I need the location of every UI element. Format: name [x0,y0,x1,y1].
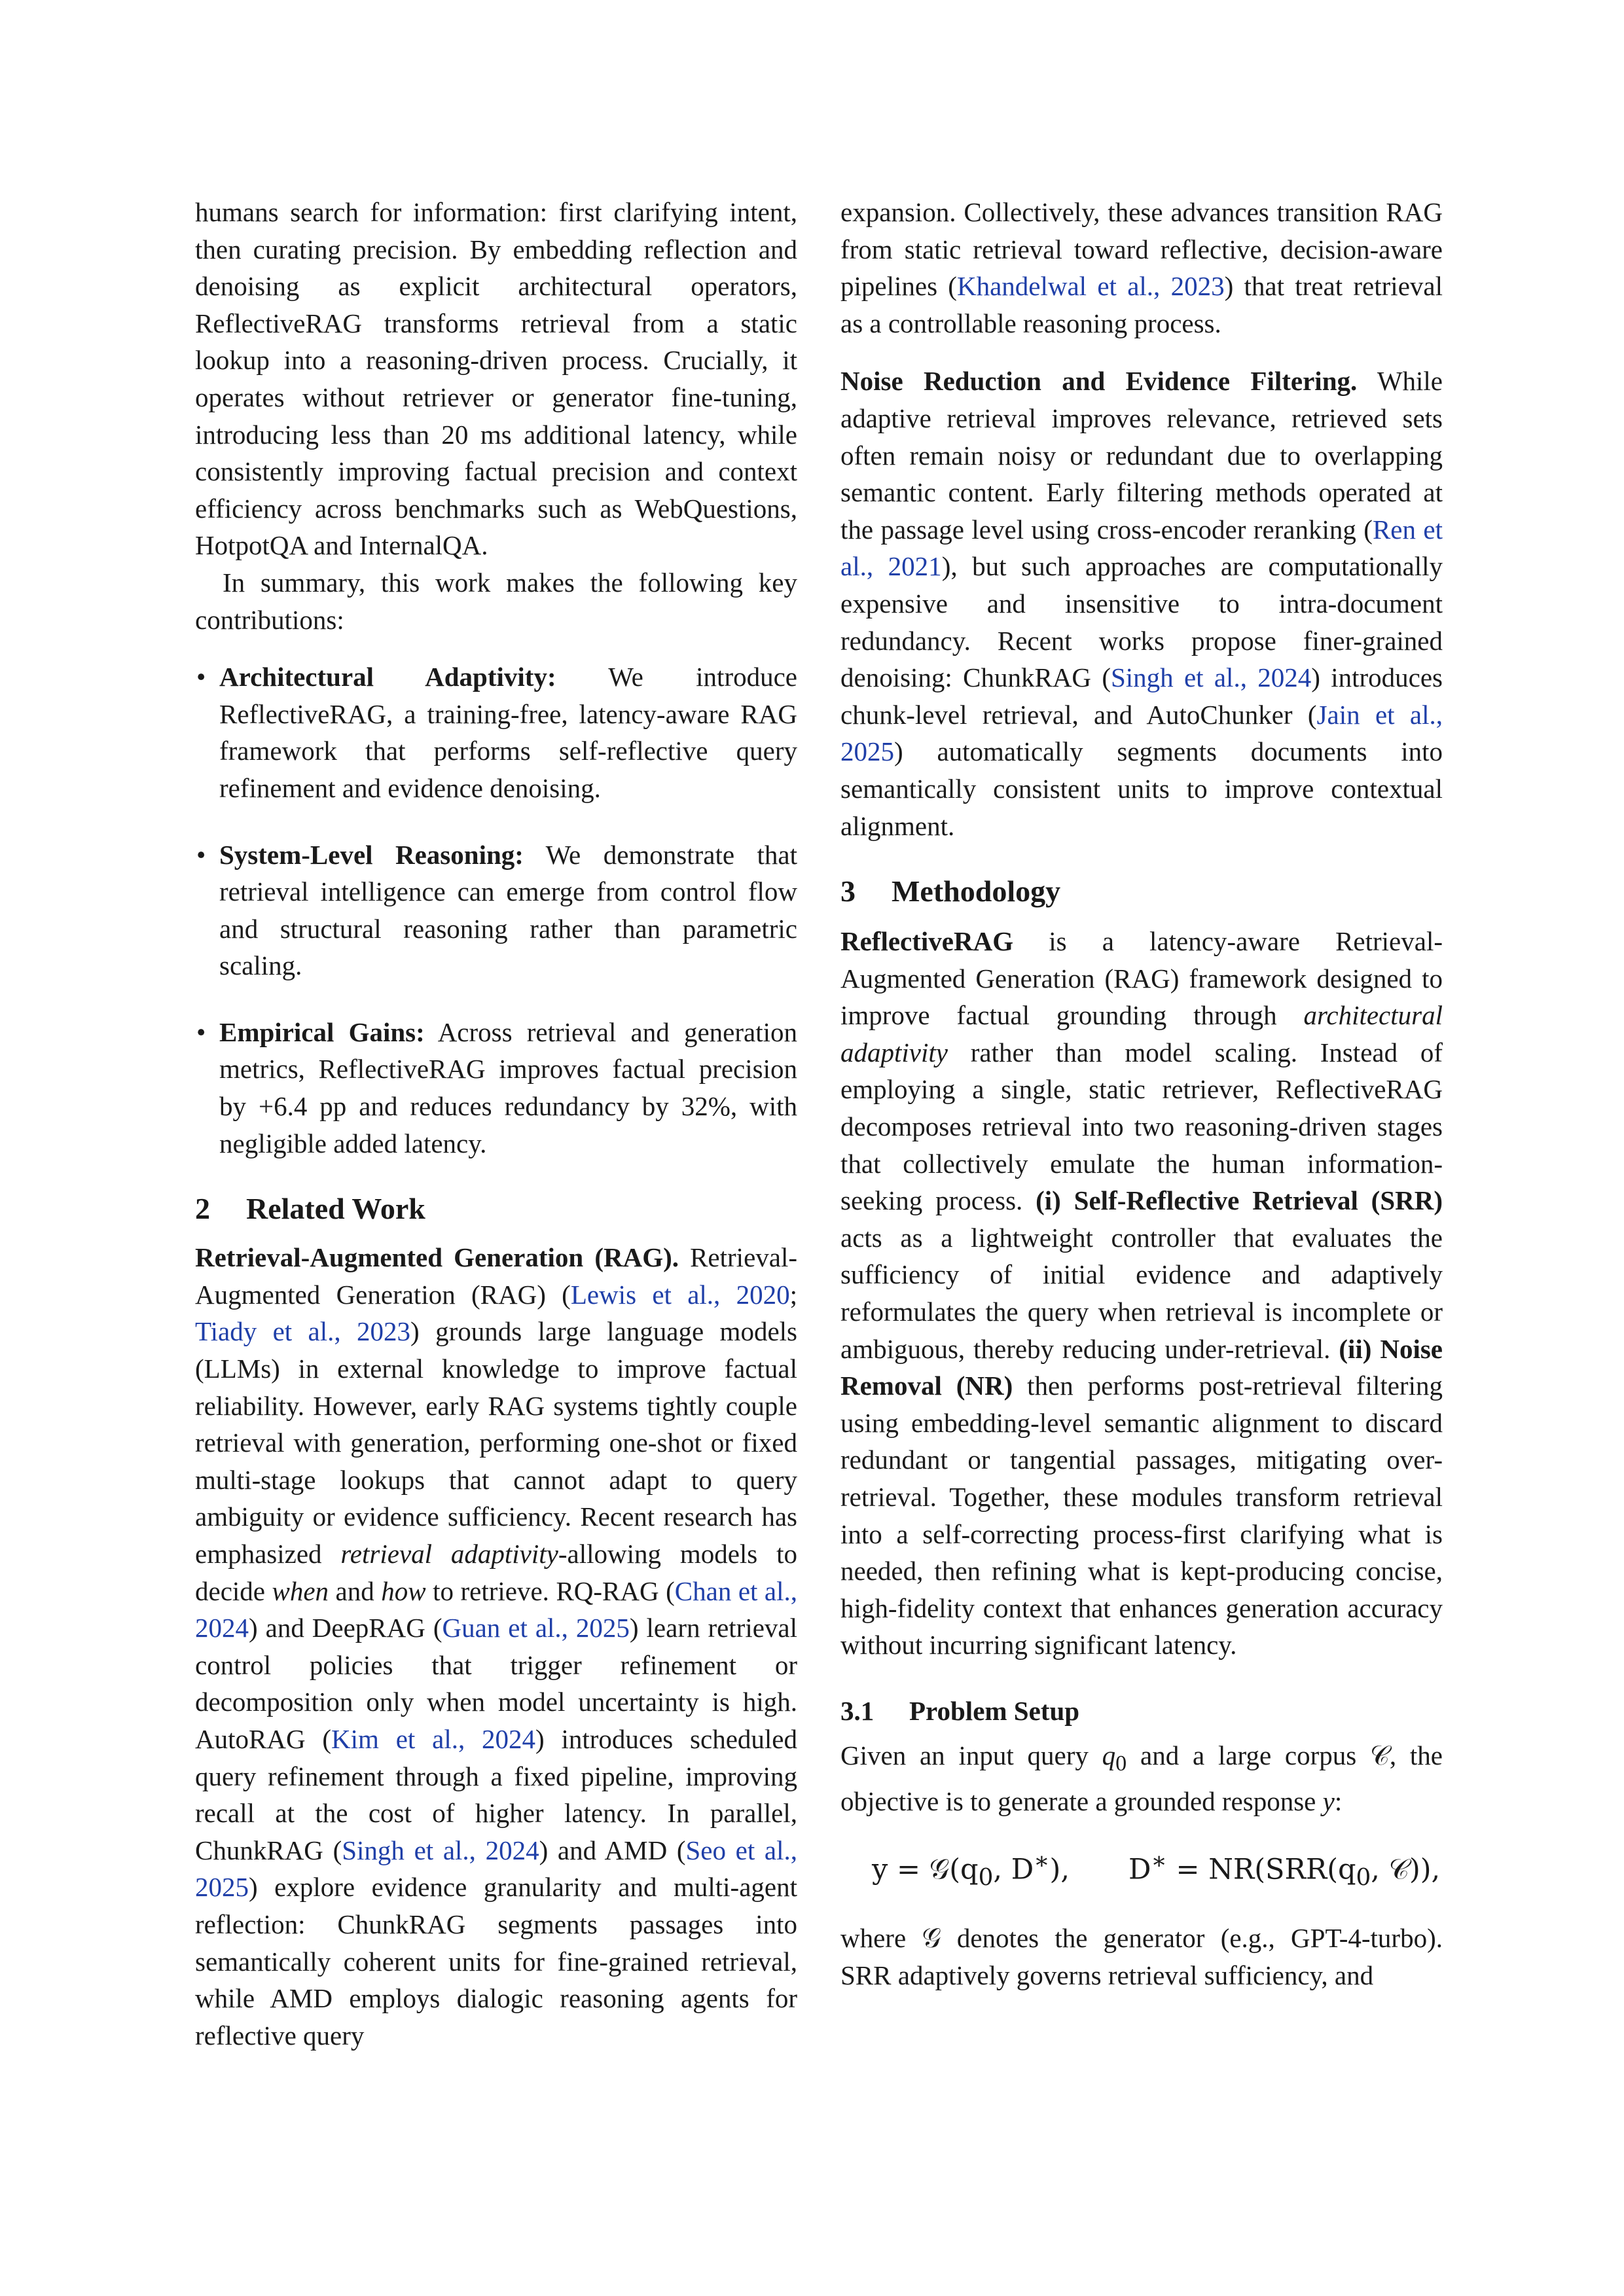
subsection-title: Problem Setup [909,1695,1080,1726]
equation-subscript: 0 [1356,1864,1371,1892]
text-run: ) grounds large language models (LLMs) in external knowledge to improve factual reliability. However, early RAG systems tightly couple retrieval with generation, performing one-shot or fixed multi-stage lookups that cannot adapt to query ambiguity or evidence sufficiency. Recent research has emphasized [195,1316,797,1569]
paragraph-lead: Noise Reduction and Evidence Filtering. [840,366,1358,397]
equation-superscript: ∗ [1034,1848,1050,1875]
equation-part: ), [1049,1853,1070,1886]
citation-link[interactable]: Ren et al., 2021 [840,514,1443,582]
emphasis: how [381,1575,426,1606]
text-run: where [840,1923,922,1954]
text-run: acts as a lightweight controller that evaluates the sufficiency of initial evidence and adaptively reformulates the query when retrieval is incomplete or ambiguous, thereby reducing under-retrieval. [840,1222,1443,1364]
equation-display [840,1842,1443,1897]
text-run: then performs post-retrieval filtering using embedding-level semantic alignment to discard redundant or tangential passages, mitigating over-retrieval. Together, these modules transform retrieval into a self-correcting process-first clarifying what is needed, then refining what is kept-producing concise, high-fidelity context that enhances generation accuracy without incurring significant latency. [840,1371,1443,1660]
text-run: to retrieve. RQ-RAG ( [425,1575,675,1606]
text-run: ) and DeepRAG ( [249,1613,442,1643]
emphasis: retrieval adaptivity [340,1539,558,1569]
text-run: ) automatically segments documents into semantically consistent units to improve contextual alignment. [840,736,1443,841]
contribution-lead: System-Level Reasoning: [219,839,524,870]
text-run: denotes the generator (e.g., GPT-4-turbo). SRR adaptively governs retrieval sufficiency, and [840,1923,1443,1990]
contribution-text: We introduce ReflectiveRAG, a training-free, latency-aware RAG framework that performs self-reflective query refinement and evidence denoising. [219,662,797,803]
equation-part: , D [993,1853,1034,1886]
text-run: ) introduces scheduled query refinement through a fixed pipeline, improving recall at the cost of higher latency. In parallel, ChunkRAG ( [195,1723,797,1865]
bold-term: (i) Self-Reflective Retrieval (SRR) [1036,1185,1443,1216]
text-run: ) introduces chunk-level retrieval, and AutoChunker ( [840,662,1443,730]
citation-link[interactable]: Singh et al., 2024 [342,1835,539,1865]
setup-paragraph [840,1737,1443,1820]
noise-paragraph [840,363,1443,844]
text-run: Given an input query [840,1740,1102,1770]
paragraph-lead: ReflectiveRAG [840,926,1014,957]
math-subscript: 0 [1115,1751,1127,1776]
section-number: 3 [840,874,856,908]
text-run: While adaptive retrieval improves relevance, retrieved sets often remain noisy or redundant due to overlapping semantic content. Early filtering methods operated at the passage level using cross-encoder reranking ( [840,366,1443,545]
citation-link[interactable]: Guan et al., 2025 [442,1613,630,1643]
contribution-text: Across retrieval and generation metrics, ReflectiveRAG improves factual precision by +6.4 pp and reduces redundancy by 32%, with negligible added latency. [219,1016,797,1158]
contribution-lead: Empirical Gains: [219,1016,425,1047]
method-paragraph [840,923,1443,1664]
rag-paragraph [195,1239,797,2054]
math-symbol: q [1102,1740,1116,1770]
text-run: , the objective is to generate a grounded response [840,1740,1443,1816]
contribution-item [195,658,797,806]
emphasis: when [272,1575,329,1606]
citation-link[interactable]: Kim et al., 2024 [331,1723,536,1754]
paragraph-lead: Retrieval-Augmented Generation (RAG). [195,1242,679,1273]
contribution-lead: Architectural Adaptivity: [219,662,556,692]
equation-part: y = 𝒢(q [872,1853,979,1886]
text-run: -allowing models to decide [195,1539,797,1606]
text-run: rather than model scaling. Instead of employing a single, static retriever, ReflectiveRAG decomposes retrieval into two reasoning-driven stages that collectively emulate the human information-seeking process. [840,1037,1443,1216]
bullet-icon: • [196,662,206,692]
equation-part: , 𝒞)), [1371,1853,1441,1886]
citation-link[interactable]: Singh et al., 2024 [1110,662,1312,693]
subsection-heading-problem-setup [840,1693,1443,1729]
bullet-icon: • [196,839,206,870]
section-title: Related Work [246,1192,425,1226]
summary-paragraph: In summary, this work makes the following key contributions: [195,567,797,635]
right-column [840,194,1443,1994]
bullet-icon: • [196,1016,206,1047]
intro-paragraph: humans search for information: first clarifying intent, then curating precision. By embedding reflection and denoising as explicit architectural operators, ReflectiveRAG transforms retrieval from a static lookup into a reasoning-driven process. Crucially, it operates without retriever or generator fine-tuning, introducing less than 20 ms additional latency, while consistently improving factual precision and context efficiency across benchmarks such as WebQuestions, HotpotQA and InternalQA. [195,197,797,561]
continued-paragraph [840,194,1443,342]
citation-link[interactable]: Lewis et al., 2020 [570,1279,790,1310]
math-symbol: 𝒞 [1370,1740,1390,1770]
contribution-item [195,1014,797,1162]
citation-link[interactable]: Seo et al., 2025 [195,1835,797,1903]
text-run: and [329,1575,382,1606]
equation-superscript: ∗ [1151,1848,1167,1875]
text-run: is a latency-aware Retrieval-Augmented Generation (RAG) framework designed to improve factual grounding through [840,926,1443,1031]
text-run: Retrieval-Augmented Generation (RAG) ( [195,1242,798,1310]
text-run: ) learn retrieval control policies that trigger refinement or decomposition only when model uncertainty is high. AutoRAG ( [195,1613,798,1754]
citation-link[interactable]: Khandelwal et al., 2023 [956,271,1225,302]
left-column [195,194,797,2054]
citation-link[interactable]: Chan et al., 2024 [195,1575,798,1643]
citation-link[interactable]: Tiady et al., 2023 [195,1316,411,1347]
equation-part: = NR(SRR(q [1166,1853,1356,1886]
contribution-text: We demonstrate that retrieval intelligence can emerge from control flow and structural reasoning rather than parametric scaling. [219,839,797,981]
math-symbol: y [1322,1785,1335,1816]
text-run: ) explore evidence granularity and multi-agent reflection: ChunkRAG segments passages into semantically coherent units for fine-grained retrieval, while AMD employs dialogic reasoning agents for reflective query [195,1872,797,2051]
text-run: ), but such approaches are computationally expensive and insensitive to intra-document redundancy. Recent works propose finer-grained denoising: ChunkRAG ( [840,551,1443,693]
math-symbol: 𝒢 [922,1923,941,1954]
emphasis: architectural adaptivity [840,1000,1443,1067]
subsection-number: 3.1 [840,1695,875,1726]
section-number: 2 [195,1192,210,1226]
text-run: ) and AMD ( [539,1835,686,1865]
contribution-item [195,836,797,984]
text-run: expansion. Collectively, these advances transition RAG from static retrieval toward reflective, decision-aware pipelines ( [840,197,1443,302]
after-equation-paragraph [840,1920,1443,1994]
contributions-list [195,658,797,1162]
section-title: Methodology [892,874,1061,908]
text-run: : [1334,1785,1343,1816]
citation-link[interactable]: Jain et al., 2025 [840,699,1443,767]
equation-subscript: 0 [978,1864,994,1892]
text-run: ) that treat retrieval as a controllable reasoning process. [840,271,1443,338]
text-run: and a large corpus [1127,1740,1370,1770]
bold-term: (ii) Noise Removal (NR) [840,1333,1443,1401]
section-heading-methodology [840,873,1443,910]
text-run: ; [789,1279,797,1310]
equation-part: D [1128,1853,1151,1886]
section-heading-related-work [195,1191,797,1227]
